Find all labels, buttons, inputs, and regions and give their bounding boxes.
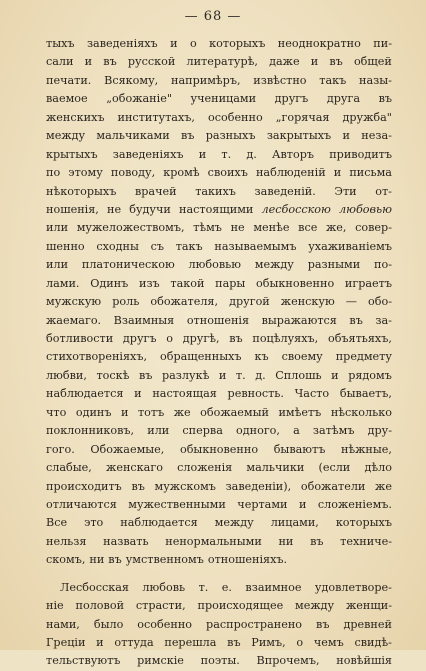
text-line: крытыхъ заведеніяхъ и т. д. Авторъ приводитъ [46,147,392,161]
text-line: поклонниковъ, или сперва одного, а затѣмъ дру- [46,424,392,438]
text-line: жаемаго. Взаимныя отношенія выражаются въ за- [46,313,392,327]
text-line: или мужеложествомъ, тѣмъ не менѣе все же, совер- [46,221,392,235]
text-line: ношенія, не будучи настоящими лесбосскою любовью [46,202,392,216]
text-line: любви, тоскѣ въ разлукѣ и т. д. Сплошь и рядомъ [46,368,392,382]
paragraph [46,35,392,570]
text-line: ботливости другъ о другѣ, въ поцѣлуяхъ, объятьяхъ, [46,332,392,345]
text-line: или платоническою любовью между разными по- [46,258,392,272]
text-line: стихотвореніяхъ, обращенныхъ къ своему предмету [46,350,392,364]
paragraph [46,579,392,671]
text-line: нѣкоторыхъ врачей такихъ заведеній. Эти от- [46,184,392,198]
text-line: ваемое „обожаніе" ученицами другъ друга въ [46,92,392,106]
text-line: мужскую роль обожателя, другой женскую — обо- [46,295,392,309]
text-line: между мальчиками въ разныхъ закрытыхъ и неза- [46,129,392,143]
text-line: ніе половой страсти, происходящее между женщи- [46,599,392,613]
text-line: Лесбосская любовь т. е. взаимное удовлетворе- [60,580,392,594]
text-line: женскихъ институтахъ, особенно „горячая дружба" [46,110,392,124]
text-line: нами, было особенно распространено въ древней [46,617,392,631]
text-line: нельзя назвать ненормальными ни въ техниче- [46,534,392,548]
page-number: — 68 — [184,9,242,24]
text-line: скомъ, ни въ умственномъ отношеніяхъ. [46,553,288,567]
text-line: печати. Всякому, напримѣръ, извѣстно такъ назы- [46,73,392,87]
text-line: тыхъ заведеніяхъ и о которыхъ неоднократно пи- [46,37,392,50]
body-text [46,35,392,671]
text-line: слабые, женскаго сложенія мальчики (если дѣло [46,461,392,475]
text-line: лами. Одинъ изъ такой пары обыкновенно играетъ [46,276,392,290]
text-line: тельствуютъ римскіе поэты. Впрочемъ, новѣйшія [46,654,392,668]
text-line: наблюдается и настоящая ревность. Часто бываетъ, [46,387,392,401]
text-line: Все это наблюдается между лицами, которыхъ [46,516,392,530]
paragraph-gap [46,570,392,579]
text-line: по этому поводу, кромѣ своихъ наблюденій и письма [46,166,392,180]
text-line: сали и въ русской литературѣ, даже и въ общей [46,55,392,69]
text-line: что одинъ и тотъ же обожаемый имѣетъ нѣсколько [46,405,392,419]
text-line: отличаются мужественными чертами и сложеніемъ. [46,497,392,511]
text-line: происходитъ въ мужскомъ заведеніи), обожатели же [46,479,392,493]
text-line: гого. Обожаемые, обыкновенно бываютъ нѣжные, [46,442,392,456]
text-line: Греціи и оттуда перешла въ Римъ, о чемъ свидѣ- [46,636,392,649]
text-line: шенно сходны съ такъ называемымъ ухаживаніемъ [46,239,392,253]
